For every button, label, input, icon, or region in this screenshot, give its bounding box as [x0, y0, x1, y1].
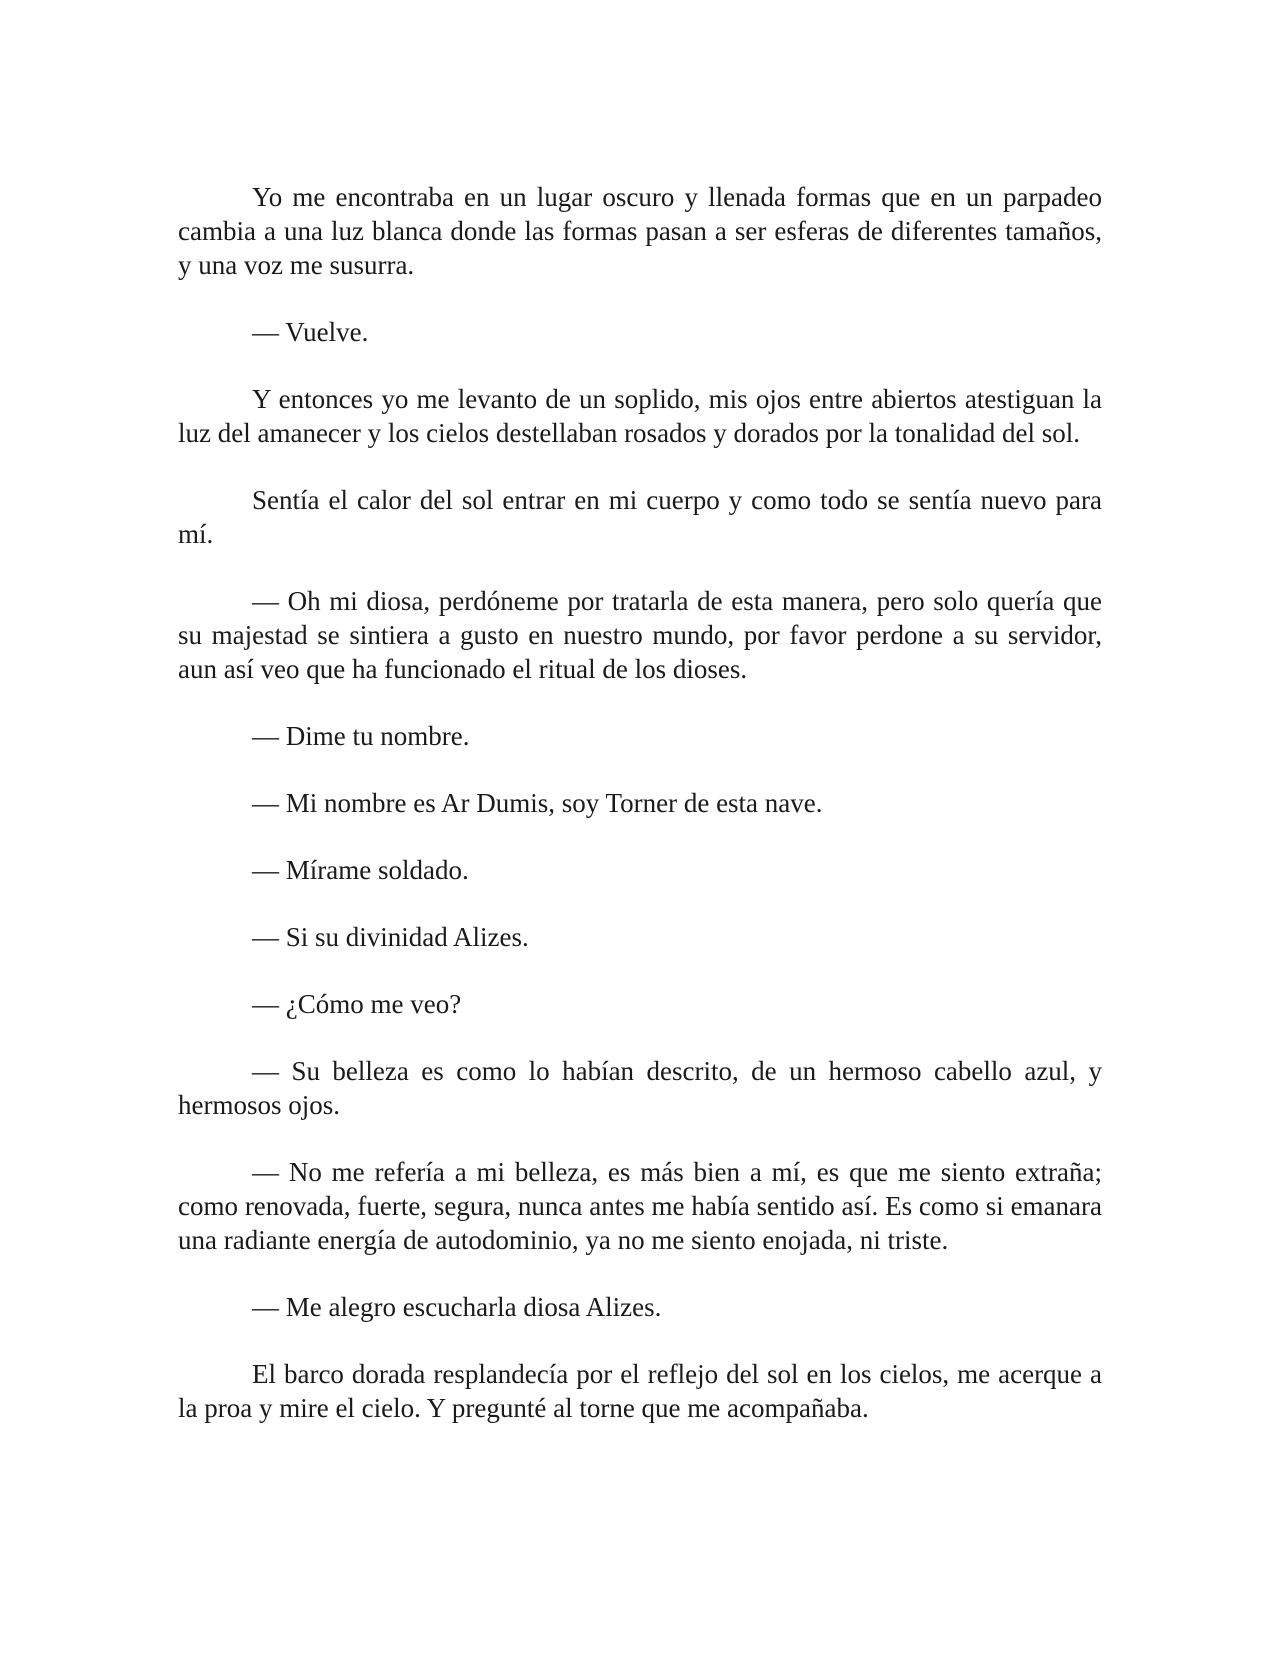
dialogue-feeling: — No me refería a mi belleza, es más bien a mí, es que me siento extraña; como renovada, fuerte, segura, nunca antes me había sentido así. Es como si emanara una radiante energía de autodominio, ya no me siento enojada, ni triste. [178, 1157, 1102, 1255]
paragraph-intro: Yo me encontraba en un lugar oscuro y llenada formas que en un parpadeo cambia a una luz blanca donde las formas pasan a ser esferas de diferentes tamaños, y una voz me susurra. [178, 182, 1102, 280]
dialogue-ask-name: — Dime tu nombre. [252, 721, 470, 751]
paragraph-sun-warmth: Sentía el calor del sol entrar en mi cuerpo y como todo se sentía nuevo para mí. [178, 485, 1102, 549]
dialogue-name-answer: — Mi nombre es Ar Dumis, soy Torner de esta nave. [252, 788, 823, 818]
dialogue-look-at-me: — Mírame soldado. [252, 855, 469, 885]
dialogue-glad: — Me alegro escucharla diosa Alizes. [252, 1292, 662, 1322]
dialogue-how-do-i-look: — ¿Cómo me veo? [252, 989, 462, 1019]
dialogue-apology: — Oh mi diosa, perdóneme por tratarla de esta manera, pero solo quería que su majestad se sintiera a gusto en nuestro mundo, por favor perdone a su servidor, aun así veo que ha funcionado el ritual de los dioses. [178, 586, 1102, 684]
paragraph-awakening: Y entonces yo me levanto de un soplido, mis ojos entre abiertos atestiguan la luz del amanecer y los cielos destellaban rosados y dorados por la tonalidad del sol. [178, 384, 1102, 448]
dialogue-divinity: — Si su divinidad Alizes. [252, 922, 529, 952]
paragraph-golden-ship: El barco dorada resplandecía por el reflejo del sol en los cielos, me acerque a la proa y mire el cielo. Y pregunté al torne que me acompañaba. [178, 1359, 1102, 1423]
dialogue-vuelve: — Vuelve. [252, 317, 369, 347]
document-page [178, 180, 1102, 1425]
dialogue-beauty: — Su belleza es como lo habían descrito, de un hermoso cabello azul, y hermosos ojos. [178, 1056, 1102, 1120]
